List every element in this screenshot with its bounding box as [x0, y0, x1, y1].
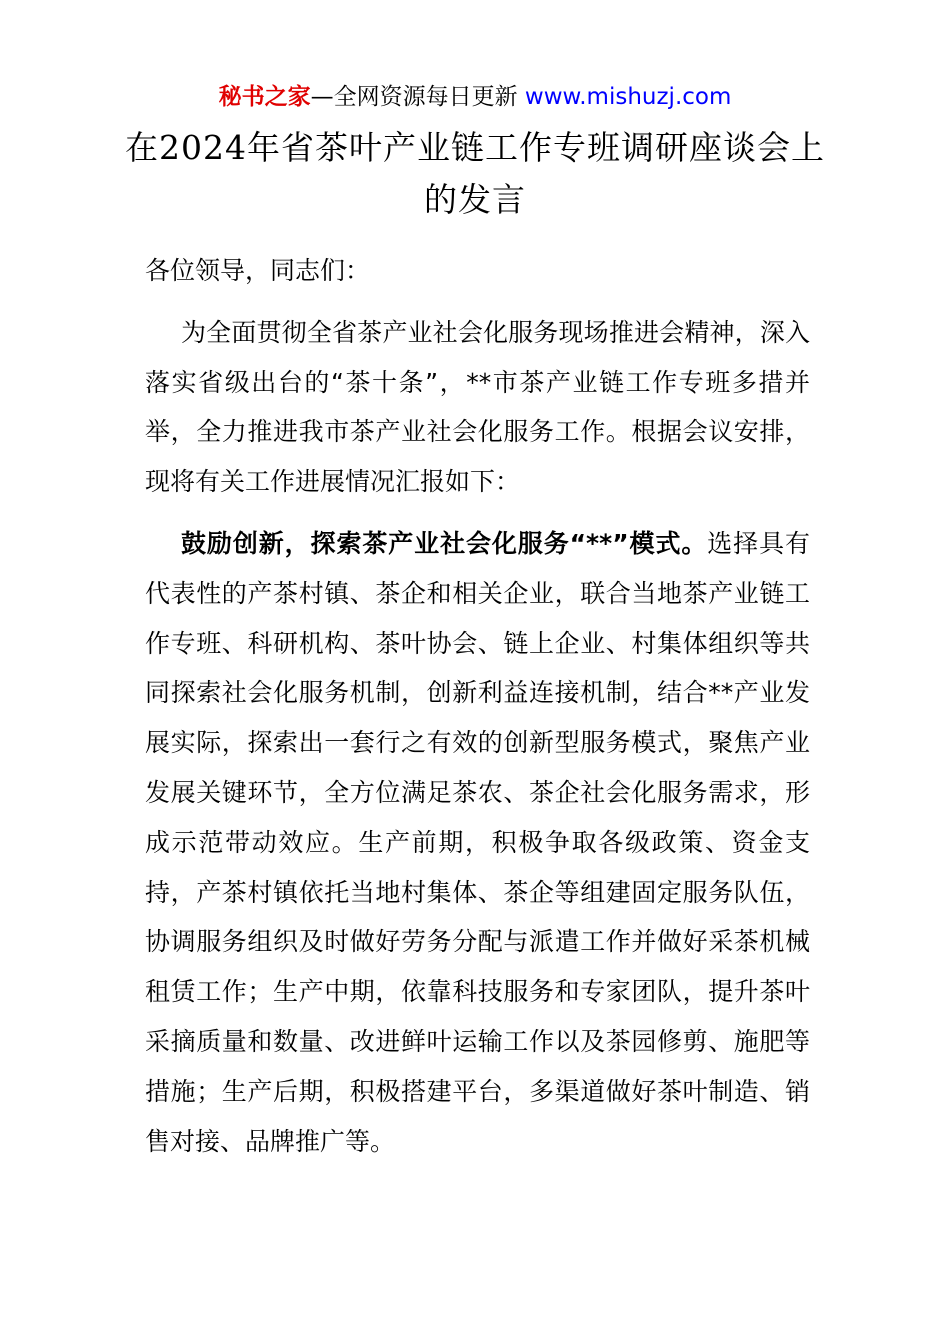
section1-heading: 鼓励创新，探索茶产业社会化服务“**”模式。 [181, 528, 708, 558]
title-rest: 年省茶叶产业链工作专班调研座谈会上的发言 [246, 128, 825, 219]
section1-body: 选择具有代表性的产茶村镇、茶企和相关企业，联合当地茶产业链工作专班、科研机构、茶叶协会、链上企业、村集体组织等共同探索社会化服务机制，创新利益连接机制，结合**产业发展实际，探索出一套行之有效的创新型服务模式，聚焦产业发展关键环节，全方位满足茶农、茶企社会化服务需求，形成示范带动效应。生产前期，积极争取各级政策、资金支持，产茶村镇依托当地村集体、茶企等组建固定服务队伍，协调服务组织及时做好劳务分配与派遣工作并做好采茶机械租赁工作；生产中期，依靠科技服务和专家团队，提升茶叶采摘质量和数量、改进鲜叶运输工作以及茶园修剪、施肥等措施；生产后期，积极搭建平台，多渠道做好茶叶制造、销售对接、品牌推广等。 [145, 528, 810, 1156]
document-title [120, 122, 830, 226]
title-prefix: 在 [125, 128, 159, 167]
site-header [0, 80, 950, 114]
site-tagline: —全网资源每日更新 [310, 84, 518, 110]
document-body [145, 246, 810, 1166]
section1-paragraph [145, 519, 810, 1166]
title-year: 2024 [159, 128, 247, 167]
site-brand: 秘书之家 [218, 84, 311, 110]
salutation: 各位领导，同志们： [145, 256, 371, 285]
intro-paragraph: 为全面贯彻全省茶产业社会化服务现场推进会精神，深入落实省级出台的“茶十条”，**市茶产业链工作专班多措并举，全力推进我市茶产业社会化服务工作。根据会议安排，现将有关工作进展情况汇报如下： [145, 317, 810, 497]
site-url-link[interactable]: www.mishuzj.com [524, 84, 732, 110]
